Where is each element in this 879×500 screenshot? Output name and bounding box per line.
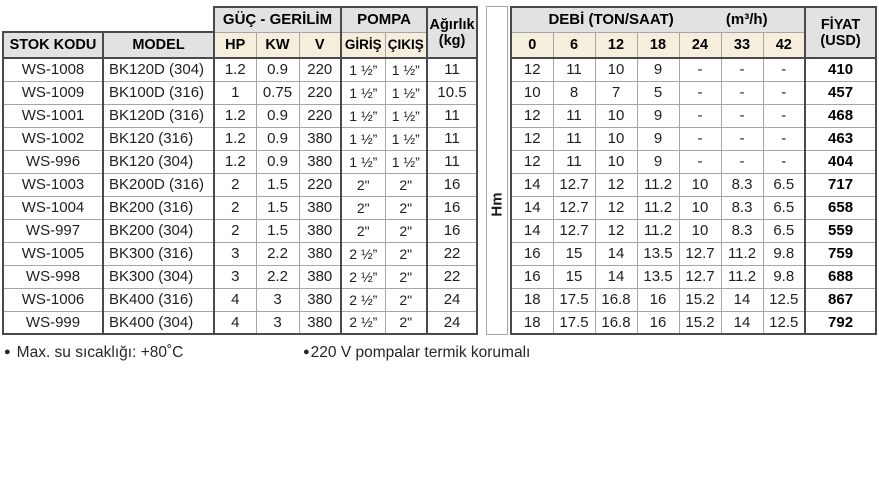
hp-cell: 2 [214,219,256,242]
debi-cell: 11 [553,150,595,173]
kw-cell: 3 [256,311,299,334]
debi-cell: - [763,104,805,127]
kw-cell: 1.5 [256,196,299,219]
inlet-size-cell: 2 ½” [341,242,385,265]
stok-kodu-cell: WS-1006 [3,288,103,311]
price-cell: 457 [805,81,876,104]
voltage-cell: 380 [299,288,341,311]
debi-cell: 15.2 [679,288,721,311]
debi-cell: 9.8 [763,242,805,265]
pump-group-header: POMPA [341,7,427,32]
model-cell: BK400 (316) [103,288,214,311]
debi-cell: 8 [553,81,595,104]
debi-cell: 9.8 [763,265,805,288]
weight-cell: 10.5 [427,81,477,104]
model-cell: BK400 (304) [103,311,214,334]
kw-cell: 0.9 [256,127,299,150]
right-table-row [511,242,876,265]
debi-cell: - [721,81,763,104]
right-table-row [511,127,876,150]
weight-cell: 24 [427,288,477,311]
right-table [510,6,877,335]
flow-col-header: 42 [763,32,805,58]
bullet-icon: ● [303,346,310,358]
hp-cell: 4 [214,311,256,334]
flow-col-header: 0 [511,32,553,58]
debi-cell: 10 [679,219,721,242]
footer-note-text: Max. su sıcaklığı: +80˚C [16,344,184,361]
flow-col-header: 18 [637,32,679,58]
debi-cell: 12.7 [553,219,595,242]
inlet-size-cell: 1 ½” [341,104,385,127]
debi-cell: - [721,104,763,127]
debi-cell: 11.2 [721,242,763,265]
stok-kodu-cell: WS-999 [3,311,103,334]
footer-note-thermal [303,344,530,362]
kw-cell: 2.2 [256,242,299,265]
hp-cell: 2 [214,173,256,196]
voltage-cell: 220 [299,173,341,196]
debi-cell: 16 [637,311,679,334]
debi-cell: 17.5 [553,288,595,311]
inlet-size-cell: 1 ½” [341,58,385,81]
inlet-size-cell: 2" [341,173,385,196]
debi-cell: 12.5 [763,311,805,334]
debi-cell: 15 [553,242,595,265]
price-header-line2: (USD) [820,33,861,49]
inlet-header: GİRİŞ [341,32,385,58]
debi-cell: 18 [511,288,553,311]
debi-cell: 16.8 [595,311,637,334]
debi-cell: 15 [553,265,595,288]
weight-cell: 16 [427,196,477,219]
debi-cell: 16.8 [595,288,637,311]
stok-kodu-cell: WS-1004 [3,196,103,219]
debi-cell: 11.2 [637,196,679,219]
voltage-cell: 220 [299,58,341,81]
debi-cell: - [721,58,763,81]
debi-cell: - [679,81,721,104]
left-table-row [3,81,477,104]
power-voltage-group-header: GÜÇ - GERİLİM [214,7,341,32]
stok-kodu-cell: WS-1005 [3,242,103,265]
left-table-row [3,196,477,219]
right-table-row [511,58,876,81]
stok-kodu-cell: WS-1009 [3,81,103,104]
voltage-cell: 220 [299,81,341,104]
model-cell: BK300 (316) [103,242,214,265]
weight-cell: 24 [427,311,477,334]
price-cell: 792 [805,311,876,334]
debi-group-header [511,7,805,32]
left-table-row [3,265,477,288]
kw-cell: 0.9 [256,58,299,81]
left-table-row [3,150,477,173]
debi-cell: 16 [511,242,553,265]
right-table-body [511,58,876,334]
outlet-size-cell: 2" [385,242,427,265]
kw-cell: 3 [256,288,299,311]
debi-cell: 5 [637,81,679,104]
debi-cell: 12.7 [679,242,721,265]
debi-cell: - [679,127,721,150]
stok-kodu-cell: WS-1002 [3,127,103,150]
hp-cell: 1.2 [214,150,256,173]
debi-cell: 12 [595,173,637,196]
debi-cell: 14 [721,311,763,334]
right-table-row [511,173,876,196]
price-cell: 468 [805,104,876,127]
debi-cell: 12 [511,104,553,127]
right-table-row [511,150,876,173]
price-cell: 867 [805,288,876,311]
debi-cell: 7 [595,81,637,104]
hp-cell: 1.2 [214,58,256,81]
kw-header: KW [256,32,299,58]
debi-unit-label: (m³/h) [725,11,768,29]
bullet-icon: ● [4,346,11,358]
debi-cell: 14 [595,265,637,288]
model-header: MODEL [103,32,214,58]
hp-cell: 4 [214,288,256,311]
model-cell: BK200 (316) [103,196,214,219]
weight-cell: 16 [427,173,477,196]
voltage-cell: 380 [299,127,341,150]
debi-cell: 8.3 [721,219,763,242]
debi-cell: 11.2 [721,265,763,288]
outlet-size-cell: 2" [385,311,427,334]
right-table-row [511,265,876,288]
debi-cell: 12 [595,196,637,219]
right-table-row [511,311,876,334]
right-table-row [511,104,876,127]
weight-header-line1: Ağırlık [429,16,475,33]
right-table-row [511,81,876,104]
price-cell: 404 [805,150,876,173]
model-cell: BK100D (316) [103,81,214,104]
kw-cell: 0.75 [256,81,299,104]
voltage-cell: 220 [299,104,341,127]
debi-cell: 10 [679,173,721,196]
inlet-size-cell: 2" [341,196,385,219]
footer-note-max-temp [4,344,183,362]
price-cell: 559 [805,219,876,242]
model-cell: BK120D (316) [103,104,214,127]
debi-cell: 13.5 [637,242,679,265]
stok-kodu-cell: WS-1001 [3,104,103,127]
debi-cell: 12.7 [679,265,721,288]
weight-header [427,7,477,58]
debi-cell: - [763,81,805,104]
outlet-header: ÇIKIŞ [385,32,427,58]
model-cell: BK300 (304) [103,265,214,288]
voltage-cell: 380 [299,150,341,173]
debi-group-header-row [511,7,876,32]
debi-cell: - [679,58,721,81]
price-cell: 463 [805,127,876,150]
debi-cell: - [763,127,805,150]
stok-kodu-cell: WS-997 [3,219,103,242]
left-table-row [3,127,477,150]
stok-kodu-cell: WS-996 [3,150,103,173]
model-cell: BK200D (316) [103,173,214,196]
stok-kodu-header: STOK KODU [3,32,103,58]
hp-cell: 3 [214,242,256,265]
debi-cell: 6.5 [763,196,805,219]
weight-cell: 11 [427,58,477,81]
debi-cell: 13.5 [637,265,679,288]
left-table-body [3,58,477,334]
price-header-line1: FİYAT [820,16,861,33]
inlet-size-cell: 2" [341,219,385,242]
debi-cell: 12 [595,219,637,242]
debi-cell: 12.5 [763,288,805,311]
debi-cell: 14 [721,288,763,311]
debi-cell: 14 [511,219,553,242]
outlet-size-cell: 1 ½” [385,150,427,173]
flow-col-header: 6 [553,32,595,58]
outlet-size-cell: 2" [385,173,427,196]
outlet-size-cell: 1 ½” [385,104,427,127]
left-table [2,6,478,335]
hp-header: HP [214,32,256,58]
debi-cell: 12 [511,150,553,173]
stok-kodu-cell: WS-1008 [3,58,103,81]
kw-cell: 2.2 [256,265,299,288]
debi-cell: 18 [511,311,553,334]
outlet-size-cell: 1 ½” [385,81,427,104]
voltage-cell: 380 [299,219,341,242]
right-table-row [511,288,876,311]
column-header-row [3,32,477,58]
header-spacer [3,7,214,32]
price-cell: 759 [805,242,876,265]
voltage-cell: 380 [299,196,341,219]
kw-cell: 1.5 [256,173,299,196]
footer-note-text: 220 V pompalar termik korumalı [310,344,531,361]
debi-cell: 12 [511,58,553,81]
hp-cell: 1.2 [214,104,256,127]
outlet-size-cell: 2" [385,265,427,288]
price-cell: 688 [805,265,876,288]
debi-cell: - [679,150,721,173]
inlet-size-cell: 1 ½” [341,81,385,104]
weight-header-line2: (kg) [438,33,466,49]
outlet-size-cell: 2" [385,219,427,242]
price-header [805,7,876,58]
inlet-size-cell: 2 ½” [341,311,385,334]
left-table-row [3,58,477,81]
debi-cell: 10 [595,58,637,81]
weight-cell: 22 [427,265,477,288]
debi-cell: 12 [511,127,553,150]
outlet-size-cell: 2" [385,196,427,219]
left-table-row [3,219,477,242]
weight-cell: 22 [427,242,477,265]
voltage-cell: 380 [299,265,341,288]
left-table-row [3,288,477,311]
debi-cell: 17.5 [553,311,595,334]
right-table-row [511,196,876,219]
hp-cell: 1 [214,81,256,104]
outlet-size-cell: 2" [385,288,427,311]
kw-cell: 0.9 [256,150,299,173]
price-cell: 410 [805,58,876,81]
debi-cell: 11 [553,104,595,127]
weight-cell: 11 [427,104,477,127]
inlet-size-cell: 2 ½” [341,265,385,288]
debi-cell: 8.3 [721,196,763,219]
debi-cell: 6.5 [763,219,805,242]
debi-cell: - [763,58,805,81]
kw-cell: 1.5 [256,219,299,242]
weight-cell: 11 [427,127,477,150]
debi-cell: 10 [511,81,553,104]
kw-cell: 0.9 [256,104,299,127]
price-cell: 717 [805,173,876,196]
hm-label: Hm [488,192,506,217]
hm-column [486,6,508,335]
debi-cell: 16 [637,288,679,311]
debi-cell: 11.2 [637,219,679,242]
left-table-row [3,104,477,127]
debi-cell: - [721,150,763,173]
hp-cell: 1.2 [214,127,256,150]
model-cell: BK120 (316) [103,127,214,150]
debi-cell: 10 [595,127,637,150]
debi-cell: 12.7 [553,196,595,219]
left-table-row [3,242,477,265]
voltage-cell: 380 [299,311,341,334]
debi-cell: 10 [595,104,637,127]
debi-cell: 10 [595,150,637,173]
debi-cell: 8.3 [721,173,763,196]
hp-cell: 2 [214,196,256,219]
debi-cell: 11.2 [637,173,679,196]
debi-cell: 6.5 [763,173,805,196]
debi-cell: 9 [637,150,679,173]
debi-cell: 14 [511,173,553,196]
debi-cell: 14 [595,242,637,265]
right-table-row [511,219,876,242]
debi-cell: - [679,104,721,127]
debi-cell: 16 [511,265,553,288]
debi-cell: 9 [637,58,679,81]
stok-kodu-cell: WS-1003 [3,173,103,196]
flow-col-header: 24 [679,32,721,58]
debi-cell: 12.7 [553,173,595,196]
debi-cell: 11 [553,127,595,150]
outlet-size-cell: 1 ½” [385,58,427,81]
stok-kodu-cell: WS-998 [3,265,103,288]
debi-cell: 9 [637,127,679,150]
price-cell: 658 [805,196,876,219]
model-cell: BK120 (304) [103,150,214,173]
debi-cell: 10 [679,196,721,219]
model-cell: BK200 (304) [103,219,214,242]
hp-cell: 3 [214,265,256,288]
weight-cell: 11 [427,150,477,173]
debi-cell: 9 [637,104,679,127]
debi-cell: - [721,127,763,150]
inlet-size-cell: 1 ½” [341,127,385,150]
voltage-cell: 380 [299,242,341,265]
debi-cell: - [763,150,805,173]
debi-cell: 11 [553,58,595,81]
inlet-size-cell: 2 ½” [341,288,385,311]
outlet-size-cell: 1 ½” [385,127,427,150]
debi-label: DEBİ (TON/SAAT) [548,11,674,29]
weight-cell: 16 [427,219,477,242]
inlet-size-cell: 1 ½” [341,150,385,173]
debi-cell: 15.2 [679,311,721,334]
voltage-header: V [299,32,341,58]
left-table-row [3,173,477,196]
model-cell: BK120D (304) [103,58,214,81]
left-table-row [3,311,477,334]
debi-cell: 14 [511,196,553,219]
flow-col-header: 12 [595,32,637,58]
flow-col-header: 33 [721,32,763,58]
group-header-row [3,7,477,32]
